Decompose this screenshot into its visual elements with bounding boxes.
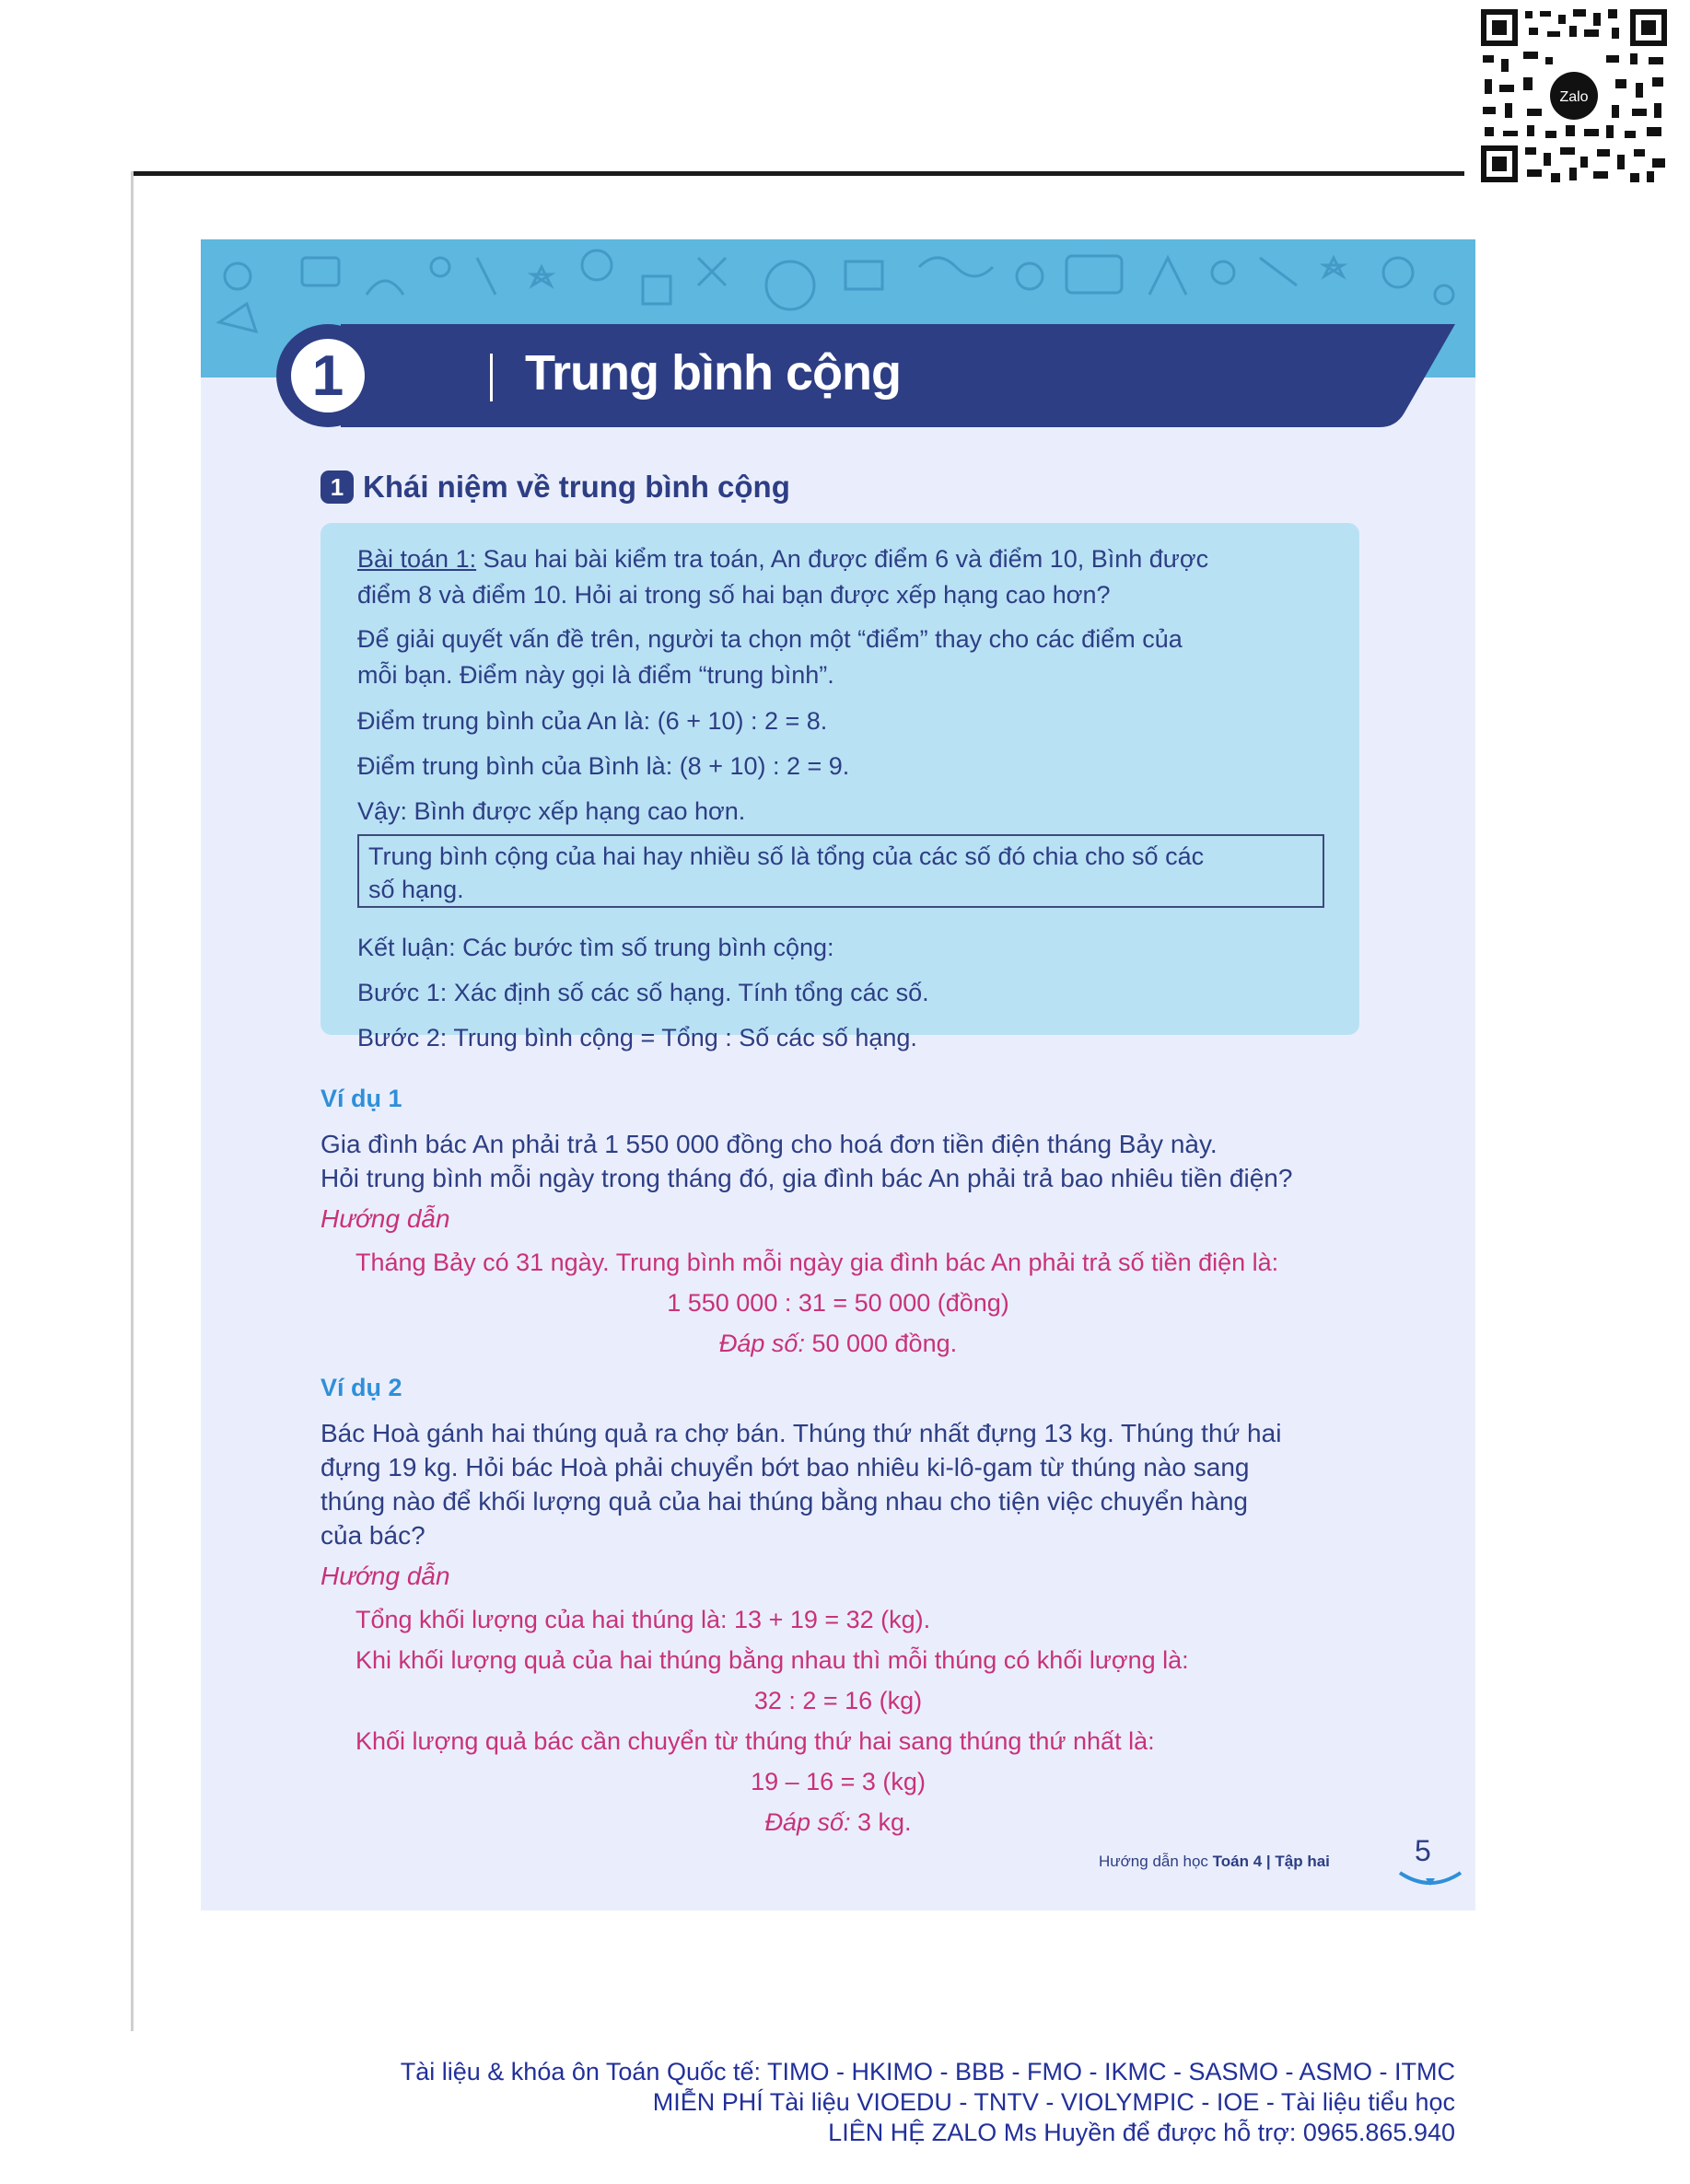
- answer-label: Đáp số:: [764, 1808, 851, 1836]
- book-footer: [1099, 1853, 1330, 1871]
- problem-label: Bài toán 1:: [357, 545, 477, 573]
- example-1-label: Ví dụ 1: [321, 1085, 402, 1112]
- an-average: Điểm trung bình của An là: (6 + 10) : 2 = 8.: [357, 707, 828, 735]
- definition-box: [357, 834, 1324, 908]
- chapter-number-badge: [276, 324, 379, 427]
- scan-edge-left: [131, 171, 134, 2031]
- advert-line1: Tài liệu & khóa ôn Toán Quốc tế: TIMO - HKIMO - BBB - FMO - IKMC - SASMO - ASMO - ITMC: [400, 2058, 1455, 2085]
- example-2-guide-label: Hướng dẫn: [321, 1562, 450, 1590]
- step-1: Bước 1: Xác định số các số hạng. Tính tổng các số.: [357, 979, 929, 1006]
- book-name: Toán 4 | Tập hai: [1212, 1853, 1330, 1870]
- page-number: 5: [1415, 1834, 1431, 1867]
- zalo-logo: Zalo: [1559, 89, 1589, 105]
- explanation-line2: mỗi bạn. Điểm này gọi là điểm “trung bình”.: [357, 661, 834, 689]
- book-prefix: Hướng dẫn học: [1099, 1853, 1213, 1870]
- example-2-text: [321, 1416, 1361, 1552]
- problem-text-line2: điểm 8 và điểm 10. Hỏi ai trong số hai bạn được xếp hạng cao hơn?: [357, 581, 1111, 609]
- definition-line1: Trung bình cộng của hai hay nhiều số là tổng của các số đó chia cho số các: [368, 842, 1205, 870]
- example-1-calculation: 1 550 000 : 31 = 50 000 (đồng): [667, 1289, 1009, 1317]
- lesson-title: Trung bình cộng: [525, 345, 901, 401]
- example-2-text-line3: thúng nào để khối lượng quả của hai thúng bằng nhau cho tiện việc chuyển hàng: [321, 1487, 1248, 1516]
- example-1-text: [321, 1127, 1361, 1195]
- lesson-title-band: [276, 324, 1455, 427]
- conclusion: Vậy: Bình được xếp hạng cao hơn.: [357, 797, 746, 825]
- definition-line2: số hạng.: [368, 876, 464, 903]
- example-1-answer: [201, 1330, 1475, 1358]
- section-title: Khái niệm về trung bình cộng: [363, 470, 790, 504]
- example-2-answer: [201, 1808, 1475, 1837]
- example-1-text-line2: Hỏi trung bình mỗi ngày trong tháng đó, gia đình bác An phải trả bao nhiêu tiền điện?: [321, 1164, 1293, 1192]
- chapter-number: 1: [291, 339, 365, 412]
- binh-average: Điểm trung bình của Bình là: (8 + 10) : 2 = 9.: [357, 752, 850, 780]
- example-2-solution-line4: Khối lượng quả bác cần chuyển từ thúng thứ hai sang thúng thứ nhất là:: [355, 1727, 1155, 1755]
- explanation-line1: Để giải quyết vấn đề trên, người ta chọn một “điểm” thay cho các điểm của: [357, 625, 1183, 653]
- answer-value: 50 000 đồng.: [804, 1330, 958, 1357]
- advert-block: [401, 2057, 1455, 2148]
- example-2-solution-line1: Tổng khối lượng của hai thúng là: 13 + 19 = 32 (kg).: [355, 1606, 931, 1633]
- answer-value: 3 kg.: [850, 1808, 912, 1836]
- zalo-qr-code: [1477, 6, 1671, 186]
- example-2-text-line4: của bác?: [321, 1521, 425, 1550]
- example-2-text-line2: đựng 19 kg. Hỏi bác Hoà phải chuyển bớt bao nhiêu ki-lô-gam từ thúng nào sang: [321, 1453, 1250, 1481]
- section-heading: [321, 470, 790, 505]
- problem-statement: [357, 541, 1334, 577]
- example-1-text-line1: Gia đình bác An phải trả 1 550 000 đồng cho hoá đơn tiền điện tháng Bảy này.: [321, 1130, 1218, 1158]
- problem-text: Sau hai bài kiểm tra toán, An được điểm 6 và điểm 10, Bình được: [476, 545, 1209, 573]
- section-number-badge: 1: [321, 470, 354, 504]
- steps-intro: Kết luận: Các bước tìm số trung bình cộng:: [357, 934, 834, 961]
- example-1-guide-label: Hướng dẫn: [321, 1204, 450, 1233]
- textbook-page: [201, 239, 1475, 1911]
- example-1-solution-line1: Tháng Bảy có 31 ngày. Trung bình mỗi ngày gia đình bác An phải trả số tiền điện là:: [355, 1249, 1279, 1276]
- example-2-calculation-2: 19 – 16 = 3 (kg): [751, 1768, 926, 1795]
- concept-box: [321, 523, 1359, 1051]
- example-2-label: Ví dụ 2: [321, 1374, 402, 1401]
- title-divider: [490, 354, 493, 401]
- advert-line3: LIÊN HỆ ZALO Ms Huyền để được hỗ trợ: 0965.865.940: [828, 2119, 1455, 2146]
- example-2-text-line1: Bác Hoà gánh hai thúng quả ra chợ bán. Thúng thứ nhất đựng 13 kg. Thúng thứ hai: [321, 1419, 1282, 1447]
- step-2: Bước 2: Trung bình cộng = Tổng : Số các số hạng.: [357, 1024, 917, 1051]
- answer-label: Đáp số:: [718, 1330, 805, 1357]
- page-number-arc: [1398, 1869, 1463, 1891]
- advert-line2: MIỄN PHÍ Tài liệu VIOEDU - TNTV - VIOLYMPIC - IOE - Tài liệu tiểu học: [652, 2088, 1455, 2116]
- scan-edge: [131, 171, 1464, 176]
- example-2-calculation-1: 32 : 2 = 16 (kg): [753, 1687, 923, 1714]
- example-2-solution-line2: Khi khối lượng quả của hai thúng bằng nhau thì mỗi thúng có khối lượng là:: [355, 1646, 1189, 1674]
